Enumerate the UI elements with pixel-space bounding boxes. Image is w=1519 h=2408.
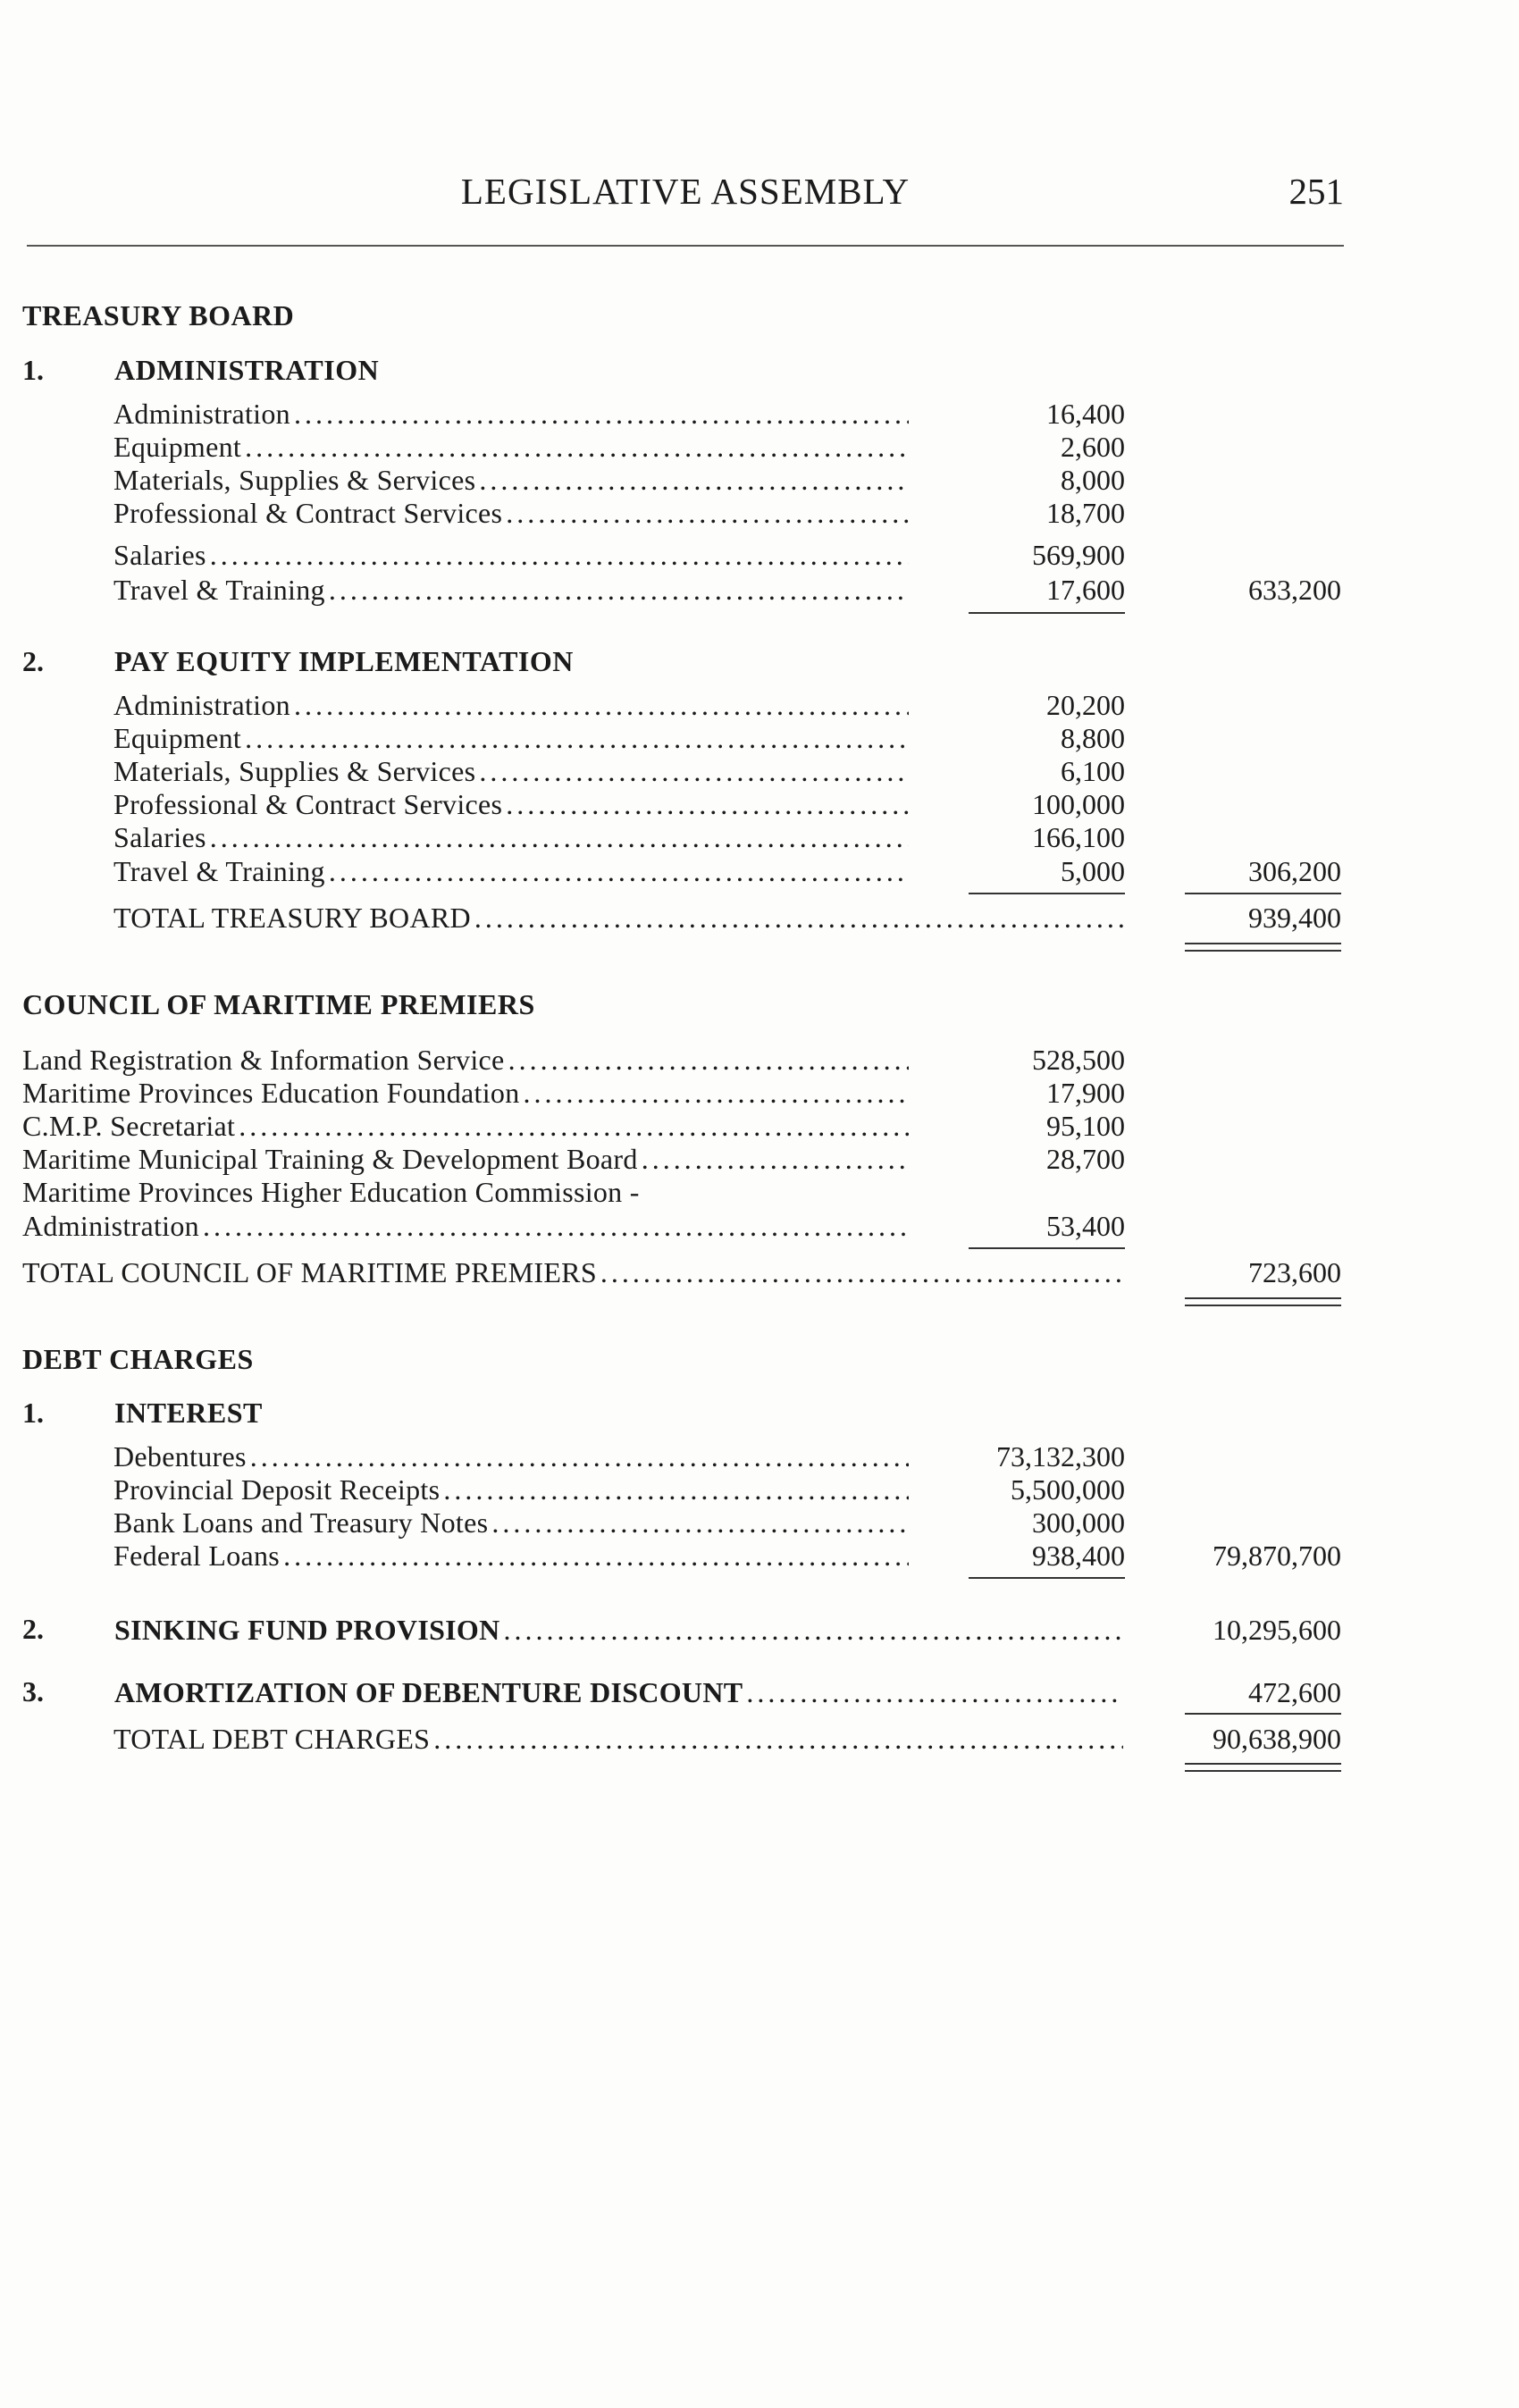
line-label: Materials, Supplies & Services	[113, 464, 476, 496]
total-amount: 90,638,900	[1213, 1723, 1341, 1755]
leader-dots	[294, 688, 909, 722]
line-amount: 938,400	[1032, 1540, 1125, 1572]
line-label: Bank Loans and Treasury Notes	[113, 1506, 489, 1539]
line-item	[113, 538, 909, 572]
subtotal-rule	[969, 612, 1125, 614]
subsection-number: 1.	[22, 1397, 44, 1429]
double-rule	[1185, 1297, 1341, 1306]
leader-dots	[642, 1142, 909, 1176]
line-amount: 18,700	[1046, 497, 1125, 529]
subsection-title-interest: INTEREST	[114, 1397, 263, 1429]
line-label: Travel & Training	[113, 574, 325, 606]
line-label: Equipment	[113, 431, 242, 463]
subtotal-amount: 306,200	[1248, 855, 1341, 887]
leader-dots	[443, 1472, 909, 1506]
line-item-amortization	[114, 1675, 1123, 1709]
line-amount: 5,500,000	[1011, 1473, 1125, 1506]
line-amount: 2,600	[1061, 431, 1125, 463]
subtotal-amount: 633,200	[1248, 574, 1341, 606]
section-title-treasury-board: TREASURY BOARD	[22, 299, 295, 331]
leader-dots	[506, 787, 909, 821]
leader-dots	[239, 1109, 909, 1143]
line-label: Materials, Supplies & Services	[113, 755, 476, 787]
line-amount: 8,000	[1061, 464, 1125, 496]
subsection-title-administration: ADMINISTRATION	[114, 354, 380, 386]
line-amount: 5,000	[1061, 855, 1125, 887]
total-line	[113, 1722, 1123, 1756]
subtotal-rule	[1185, 1713, 1341, 1715]
leader-dots	[203, 1209, 909, 1243]
leader-dots	[329, 573, 909, 607]
line-item	[113, 430, 909, 464]
subtotal-rule	[969, 1577, 1125, 1579]
line-label: Salaries	[113, 821, 206, 853]
line-item	[22, 1209, 909, 1243]
line-item	[22, 1142, 909, 1176]
line-label: Maritime Municipal Training & Development Board	[22, 1143, 638, 1175]
line-amount: 8,800	[1061, 722, 1125, 754]
page-header	[27, 170, 1344, 223]
leader-dots	[245, 721, 909, 755]
line-label: C.M.P. Secretariat	[22, 1110, 236, 1142]
leader-dots	[210, 820, 909, 854]
line-label: Provincial Deposit Receipts	[113, 1473, 441, 1506]
line-amount: 10,295,600	[1213, 1614, 1341, 1646]
line-item	[22, 1076, 909, 1110]
line-item	[113, 463, 909, 497]
line-amount: 300,000	[1032, 1506, 1125, 1539]
total-line	[113, 901, 1123, 935]
line-amount: 95,100	[1046, 1110, 1125, 1142]
line-amount: 528,500	[1032, 1044, 1125, 1076]
total-label: TOTAL TREASURY BOARD	[113, 902, 471, 934]
line-label: Administration	[113, 689, 290, 721]
line-amount: 472,600	[1248, 1676, 1341, 1708]
leader-dots	[245, 430, 909, 464]
line-label: AMORTIZATION OF DEBENTURE DISCOUNT	[114, 1676, 743, 1708]
line-item-sinking-fund	[114, 1613, 1123, 1647]
subsection-number: 1.	[22, 354, 44, 386]
leader-dots	[433, 1722, 1123, 1756]
line-label: Salaries	[113, 539, 206, 571]
total-label: TOTAL COUNCIL OF MARITIME PREMIERS	[22, 1256, 597, 1288]
header-rule	[27, 245, 1344, 247]
line-label: Maritime Provinces Education Foundation	[22, 1077, 520, 1109]
line-amount: 17,600	[1046, 574, 1125, 606]
line-label: Professional & Contract Services	[113, 497, 503, 529]
subsection-number: 2.	[22, 1613, 44, 1645]
double-rule	[1185, 1763, 1341, 1772]
leader-dots	[506, 496, 909, 530]
subsection-number: 2.	[22, 645, 44, 677]
line-amount: 16,400	[1046, 398, 1125, 430]
line-label: Administration	[22, 1210, 199, 1242]
line-label: SINKING FUND PROVISION	[114, 1614, 500, 1646]
line-amount: 100,000	[1032, 788, 1125, 820]
line-amount: 73,132,300	[996, 1440, 1125, 1472]
subsection-number: 3.	[22, 1675, 44, 1707]
line-label: Equipment	[113, 722, 242, 754]
line-amount: 20,200	[1046, 689, 1125, 721]
subsection-title-pay-equity: PAY EQUITY IMPLEMENTATION	[114, 645, 574, 677]
leader-dots	[479, 463, 909, 497]
subtotal-rule	[969, 1247, 1125, 1249]
line-item	[113, 496, 909, 530]
leader-dots	[508, 1043, 909, 1077]
page-number: 251	[1288, 171, 1344, 212]
leader-dots	[294, 397, 909, 431]
running-title: LEGISLATIVE ASSEMBLY	[460, 171, 911, 212]
line-amount: 569,900	[1032, 539, 1125, 571]
line-item	[113, 787, 909, 821]
leader-dots	[504, 1613, 1123, 1647]
line-item	[113, 1439, 909, 1473]
line-item	[113, 754, 909, 788]
line-item-heading	[22, 1175, 909, 1209]
line-label: Travel & Training	[113, 855, 325, 887]
section-title-maritime-premiers: COUNCIL OF MARITIME PREMIERS	[22, 988, 535, 1020]
line-item	[113, 854, 909, 888]
line-amount: 17,900	[1046, 1077, 1125, 1109]
line-item	[22, 1043, 909, 1077]
leader-dots	[600, 1255, 1123, 1289]
line-item	[113, 721, 909, 755]
leader-dots	[479, 754, 909, 788]
leader-dots	[329, 854, 909, 888]
line-item	[113, 820, 909, 854]
line-amount: 28,700	[1046, 1143, 1125, 1175]
total-label: TOTAL DEBT CHARGES	[113, 1723, 431, 1755]
leader-dots	[250, 1439, 909, 1473]
line-item	[113, 573, 909, 607]
line-item	[113, 688, 909, 722]
line-label: Federal Loans	[113, 1540, 281, 1572]
double-rule	[1185, 943, 1341, 952]
total-line	[22, 1255, 1123, 1289]
total-amount: 723,600	[1248, 1256, 1341, 1288]
section-title-debt-charges: DEBT CHARGES	[22, 1343, 254, 1375]
line-amount: 166,100	[1032, 821, 1125, 853]
line-item	[113, 1506, 909, 1540]
line-item	[113, 1472, 909, 1506]
line-item	[22, 1109, 909, 1143]
leader-dots	[283, 1539, 909, 1573]
subtotal-amount: 79,870,700	[1213, 1540, 1341, 1572]
line-amount: 53,400	[1046, 1210, 1125, 1242]
leader-dots	[474, 901, 1123, 935]
line-amount: 6,100	[1061, 755, 1125, 787]
line-label: Administration	[113, 398, 290, 430]
subtotal-rule	[969, 893, 1125, 894]
line-label: Land Registration & Information Service	[22, 1044, 505, 1076]
total-amount: 939,400	[1248, 902, 1341, 934]
leader-dots	[746, 1675, 1123, 1709]
leader-dots	[524, 1076, 910, 1110]
line-label: Maritime Provinces Higher Education Commission -	[22, 1176, 640, 1208]
line-label: Professional & Contract Services	[113, 788, 503, 820]
leader-dots	[491, 1506, 909, 1540]
line-label: Debentures	[113, 1440, 247, 1472]
line-item	[113, 397, 909, 431]
subtotal-rule	[1185, 893, 1341, 894]
leader-dots	[210, 538, 909, 572]
line-item	[113, 1539, 909, 1573]
